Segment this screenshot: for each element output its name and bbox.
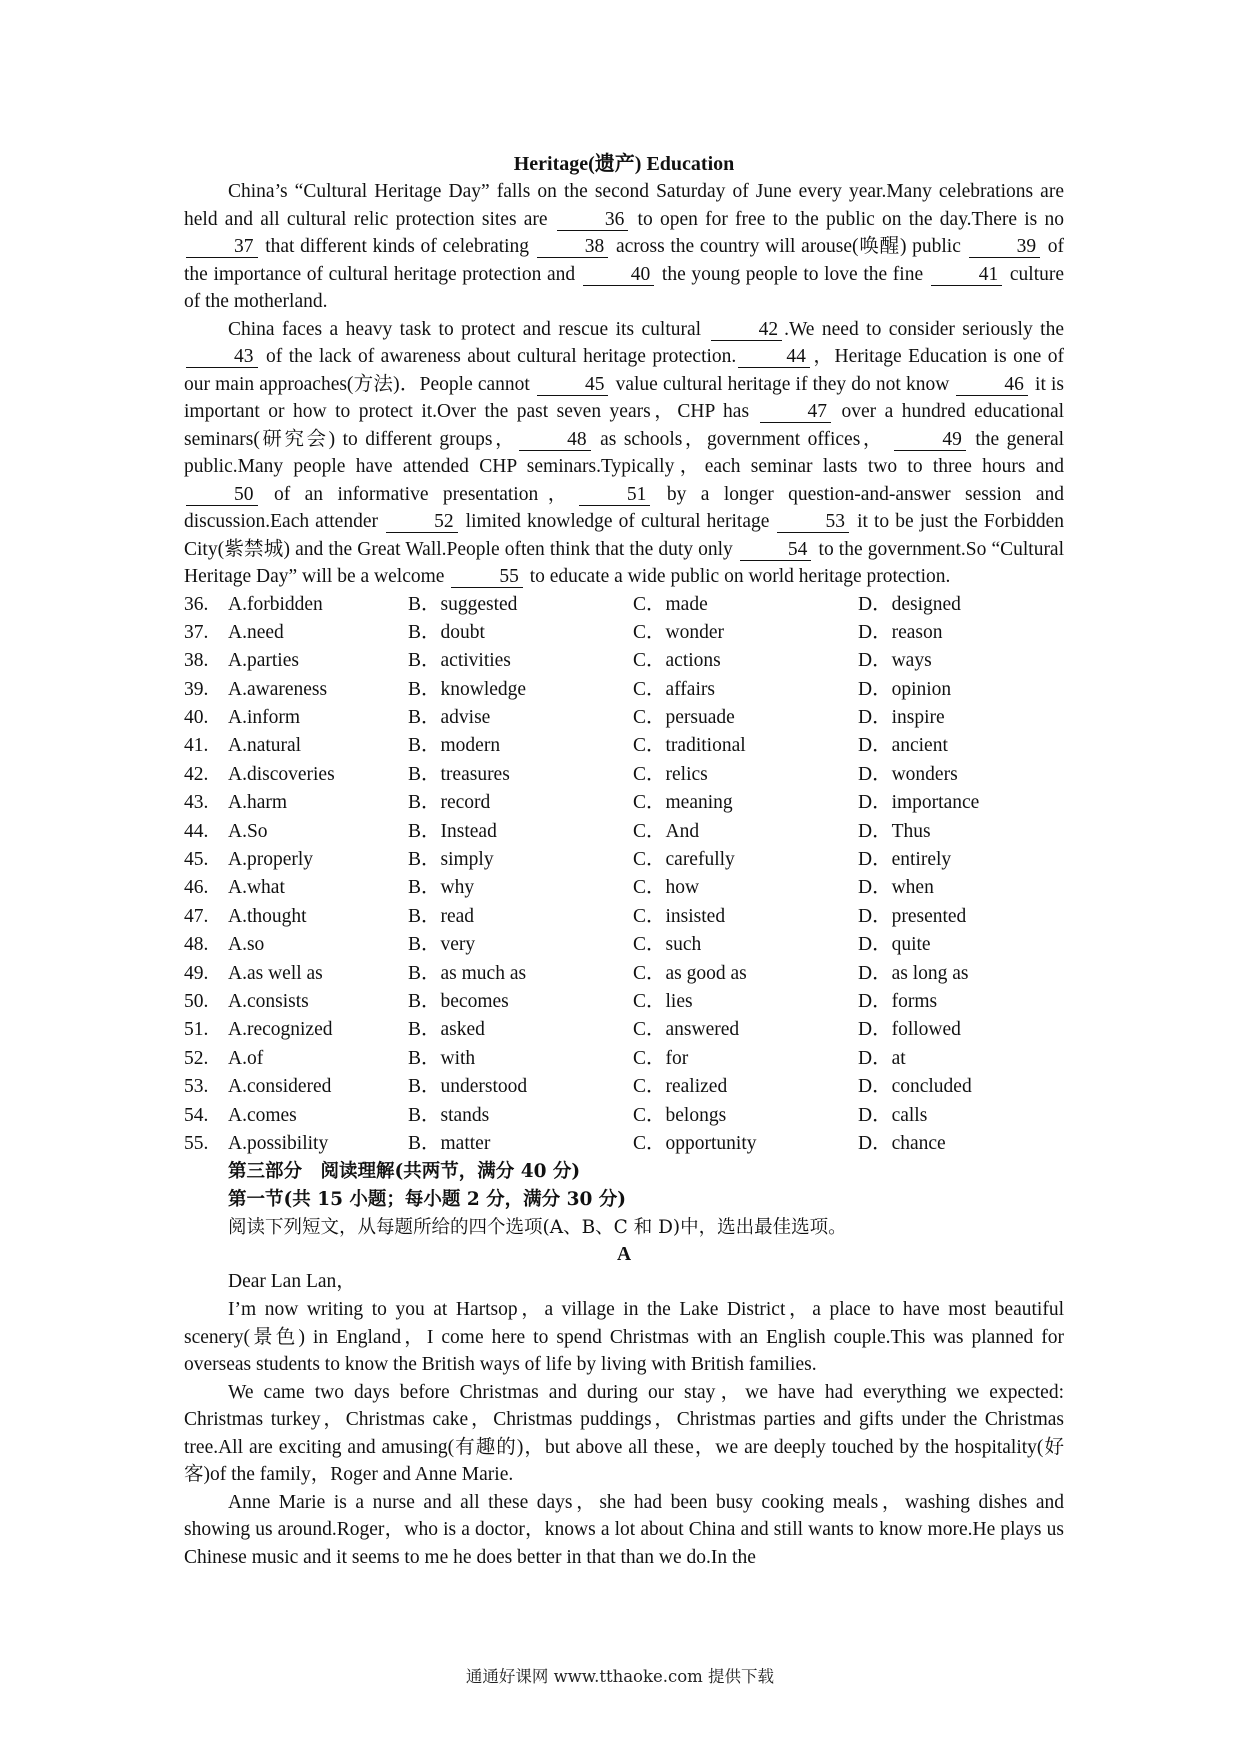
text-segment: to educate a wide public on world heritage protection. — [529, 566, 951, 587]
option-a: A.forbidden — [228, 593, 323, 615]
option-c: C．realized — [633, 1076, 728, 1098]
option-c: C．And — [633, 820, 700, 842]
option-d: D．ancient — [858, 735, 948, 757]
text-segment: China’s “Cultural Heritage Day” falls on the second Saturday of June every year.Many celebrations are held and all cultural relic protection sites are — [184, 181, 1064, 230]
question-row — [184, 704, 1064, 732]
option-a: A.So — [228, 820, 268, 842]
question-number: 45. — [184, 849, 209, 871]
option-a: A.as well as — [228, 962, 323, 984]
option-a: A.recognized — [228, 1019, 333, 1041]
question-row — [184, 988, 1064, 1016]
question-row — [184, 1102, 1064, 1130]
option-c: C．as good as — [633, 962, 747, 984]
text-segment: limited knowledge of cultural heritage — [465, 511, 770, 532]
text-segment: it is important or how to protect it.Over the past seven years，CHP has — [184, 373, 1064, 422]
question-row — [184, 1130, 1064, 1158]
text-segment: to the government.So “Cultural Heritage Day” will be a welcome — [184, 538, 1065, 587]
letter-salutation: Dear Lan Lan， — [228, 1271, 356, 1293]
option-c: C．meaning — [633, 792, 733, 814]
option-d: D．inspire — [858, 707, 945, 729]
option-b: B．read — [408, 905, 475, 927]
question-number: 47. — [184, 905, 209, 927]
option-b: B．activities — [408, 650, 511, 672]
option-d: D．chance — [858, 1132, 946, 1154]
question-row — [184, 960, 1064, 988]
text-segment: China faces a heavy task to protect and rescue its cultural — [228, 318, 702, 340]
option-b: B．as much as — [408, 962, 527, 984]
subsection-heading: 第一节(共 15 小题；每小题 2 分，满分 30 分) — [228, 1189, 627, 1211]
option-d: D．forms — [858, 990, 938, 1012]
letter-paragraph-2: We came two days before Christmas and during our stay，we have had everything we expected: Christmas turkey，Christmas cake，Christmas puddings，Christmas parties and gifts under the Christmas tree.All are exciting and amusing(有趣的)，but above all these，we are deeply touched by the hospitality(好客)of the family，Roger and Anne Marie. — [184, 1381, 1064, 1486]
option-b: B．doubt — [408, 621, 485, 643]
question-row — [184, 1016, 1064, 1044]
text-segment: over a hundred educational seminars(研究会) to different groups， — [184, 401, 1065, 450]
option-c: C．made — [633, 593, 708, 615]
blank-42: 42 — [711, 320, 783, 341]
page-footer: 通通好课网 www.tthaoke.com 提供下载 — [465, 1667, 775, 1686]
question-number: 38. — [184, 650, 209, 672]
passage-title: Heritage(遗产) Education — [513, 153, 735, 175]
blank-46: 46 — [956, 375, 1028, 396]
text-segment: it to be just the Forbidden City(紫禁城) and the Great Wall.People often think that the duty only — [184, 511, 1065, 560]
option-d: D．calls — [858, 1104, 928, 1126]
question-list — [184, 591, 1064, 1159]
text-segment: that different kinds of celebrating — [265, 236, 530, 257]
option-a: A.harm — [228, 792, 288, 814]
option-a: A.natural — [228, 735, 302, 757]
blank-45: 45 — [537, 375, 609, 396]
cloze-paragraph-2 — [184, 316, 1064, 591]
text-segment: of the lack of awareness about cultural heritage protection. — [265, 346, 737, 367]
option-b: B．simply — [408, 849, 494, 871]
option-b: B．record — [408, 792, 491, 814]
option-b: B．Instead — [408, 820, 497, 842]
blank-41: 41 — [931, 265, 1003, 286]
text-segment: by a longer question-and-answer session and discussion.Each attender — [184, 483, 1064, 532]
blank-47: 47 — [760, 402, 832, 423]
blank-39: 39 — [969, 237, 1041, 258]
text-segment: culture of the motherland. — [184, 263, 1065, 312]
option-a: A.parties — [228, 650, 299, 672]
question-number: 55. — [184, 1132, 209, 1154]
option-d: D．importance — [858, 792, 980, 814]
option-c: C．such — [633, 934, 702, 956]
option-d: D．Thus — [858, 820, 931, 842]
text-segment: the general public.Many people have attended CHP seminars.Typically，each seminar lasts two to three hours and — [184, 428, 1065, 477]
blank-44: 44 — [738, 347, 810, 368]
option-c: C．wonder — [633, 621, 724, 643]
option-c: C．belongs — [633, 1104, 727, 1126]
question-number: 46. — [184, 877, 209, 899]
option-a: A.possibility — [228, 1132, 329, 1154]
question-row — [184, 931, 1064, 959]
question-row — [184, 818, 1064, 846]
option-d: D．entirely — [858, 849, 952, 871]
blank-40: 40 — [583, 265, 655, 286]
option-b: B．advise — [408, 707, 491, 729]
option-d: D．as long as — [858, 962, 969, 984]
option-b: B．asked — [408, 1019, 485, 1041]
option-b: B．treasures — [408, 763, 510, 785]
question-row — [184, 1073, 1064, 1101]
option-a: A.comes — [228, 1104, 297, 1126]
blank-51: 51 — [579, 485, 651, 506]
option-d: D．wonders — [858, 763, 958, 785]
question-row — [184, 732, 1064, 760]
option-b: B．understood — [408, 1076, 528, 1098]
text-segment: as schools，government offices， — [600, 428, 885, 450]
question-number: 43. — [184, 792, 209, 814]
option-a: A.so — [228, 934, 265, 956]
option-c: C．traditional — [633, 735, 746, 757]
text-segment: .We need to consider seriously the — [784, 318, 1065, 340]
blank-52: 52 — [386, 512, 458, 533]
option-b: B．matter — [408, 1132, 491, 1154]
option-d: D．at — [858, 1047, 906, 1069]
option-a: A.discoveries — [228, 763, 335, 785]
option-b: B．modern — [408, 735, 501, 757]
blank-48: 48 — [519, 430, 591, 451]
text-segment: to open for free to the public on the day.There is no — [637, 208, 1064, 230]
option-a: A.what — [228, 877, 285, 899]
option-a: A.need — [228, 621, 284, 643]
option-a: A.consists — [228, 990, 309, 1012]
question-number: 36. — [184, 593, 209, 615]
option-c: C．insisted — [633, 905, 726, 927]
question-row — [184, 676, 1064, 704]
question-number: 39. — [184, 678, 209, 700]
option-c: C．answered — [633, 1019, 740, 1041]
question-row — [184, 647, 1064, 675]
question-number: 50. — [184, 990, 209, 1012]
option-c: C．carefully — [633, 849, 735, 871]
text-segment: the young people to love the fine — [661, 263, 924, 285]
question-number: 42. — [184, 763, 209, 785]
blank-43: 43 — [186, 347, 258, 368]
blank-36: 36 — [557, 210, 629, 231]
question-row — [184, 903, 1064, 931]
question-number: 49. — [184, 962, 209, 984]
question-row — [184, 789, 1064, 817]
option-b: B．with — [408, 1047, 476, 1069]
option-d: D．concluded — [858, 1076, 972, 1098]
option-b: B．suggested — [408, 593, 518, 615]
blank-53: 53 — [777, 512, 849, 533]
option-d: D．followed — [858, 1019, 961, 1041]
question-row — [184, 1045, 1064, 1073]
option-a: A.awareness — [228, 678, 328, 700]
question-row — [184, 846, 1064, 874]
passage-label: A — [616, 1244, 632, 1266]
option-d: D．ways — [858, 650, 932, 672]
text-segment: of an informative presentation， — [273, 483, 577, 505]
option-d: D．opinion — [858, 678, 952, 700]
option-b: B．stands — [408, 1104, 490, 1126]
blank-49: 49 — [894, 430, 966, 451]
option-b: B．becomes — [408, 990, 509, 1012]
question-number: 44. — [184, 820, 209, 842]
question-number: 37. — [184, 621, 209, 643]
question-number: 52. — [184, 1047, 209, 1069]
blank-55: 55 — [451, 567, 523, 588]
question-number: 41. — [184, 735, 209, 757]
option-c: C．opportunity — [633, 1132, 757, 1154]
option-b: B．very — [408, 934, 476, 956]
question-number: 53. — [184, 1076, 209, 1098]
text-segment: of the importance of cultural heritage protection and — [184, 236, 1064, 285]
option-c: C．affairs — [633, 678, 715, 700]
option-a: A.properly — [228, 849, 314, 871]
question-number: 48. — [184, 934, 209, 956]
blank-37: 37 — [186, 237, 258, 258]
blank-54: 54 — [740, 540, 812, 561]
question-number: 40. — [184, 707, 209, 729]
instruction-text: 阅读下列短文，从每题所给的四个选项(A、B、C 和 D)中，选出最佳选项。 — [228, 1217, 847, 1239]
option-c: C．for — [633, 1047, 689, 1069]
option-a: A.of — [228, 1047, 264, 1069]
option-c: C．relics — [633, 763, 708, 785]
option-d: D．reason — [858, 621, 943, 643]
question-row — [184, 761, 1064, 789]
text-segment: value cultural heritage if they do not know — [615, 373, 950, 395]
option-d: D．designed — [858, 593, 961, 615]
option-c: C．persuade — [633, 707, 735, 729]
option-a: A.considered — [228, 1076, 332, 1098]
option-a: A.inform — [228, 707, 301, 729]
option-c: C．lies — [633, 990, 693, 1012]
text-segment: across the country will arouse(唤醒) public — [615, 236, 961, 257]
question-row — [184, 619, 1064, 647]
blank-50: 50 — [186, 485, 258, 506]
option-b: B．knowledge — [408, 678, 527, 700]
option-d: D．when — [858, 877, 934, 899]
question-row — [184, 874, 1064, 902]
option-d: D．quite — [858, 934, 931, 956]
letter-paragraph-1: I’m now writing to you at Hartsop，a village in the Lake District，a place to have most beautiful scenery(景色) in England，I come here to spend Christmas with an English couple.This was planned for overseas students to know the British ways of life by living with British families. — [184, 1299, 1064, 1376]
text-segment: ，Heritage Education is one of our main approaches(方法)．People cannot — [184, 346, 1065, 395]
blank-38: 38 — [537, 237, 609, 258]
section-heading: 第三部分 阅读理解(共两节，满分 40 分) — [228, 1161, 581, 1183]
cloze-paragraph-1 — [184, 178, 1064, 316]
option-a: A.thought — [228, 905, 307, 927]
option-d: D．presented — [858, 905, 967, 927]
question-number: 51. — [184, 1019, 209, 1041]
letter-paragraph-3: Anne Marie is a nurse and all these days，she had been busy cooking meals，washing dishes and showing us around.Roger，who is a doctor，knows a lot about China and still wants to know more.He plays us Chinese music and it seems to me he does better in that than we do.In the — [184, 1491, 1064, 1568]
question-number: 54. — [184, 1104, 209, 1126]
option-c: C．actions — [633, 650, 721, 672]
option-c: C．how — [633, 877, 700, 899]
exam-page — [184, 150, 1064, 1571]
question-row — [184, 591, 1064, 619]
option-b: B．why — [408, 877, 475, 899]
